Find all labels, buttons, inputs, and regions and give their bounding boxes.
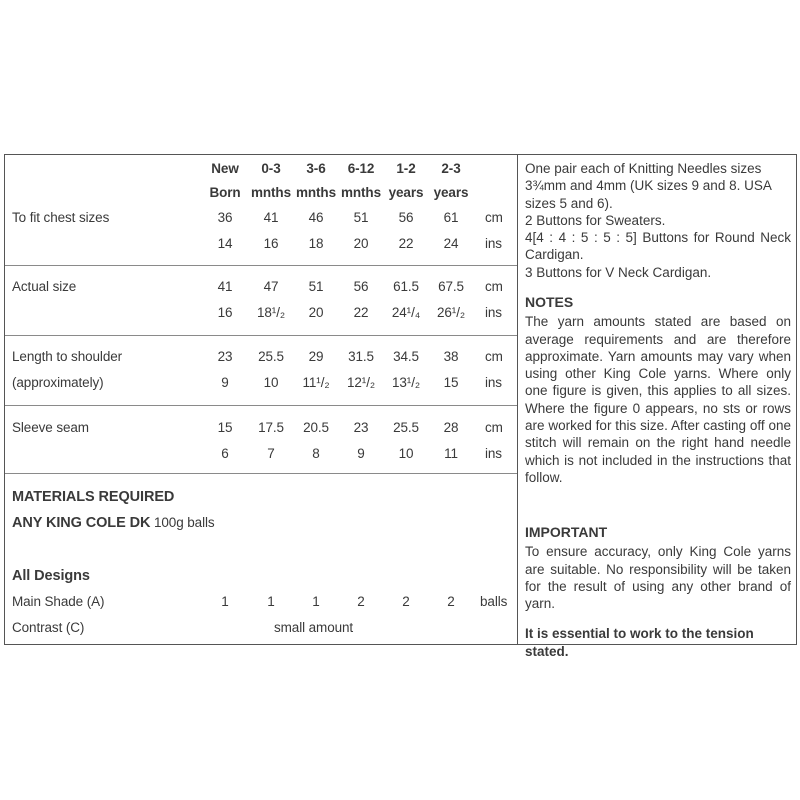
balls-value: 1 <box>267 594 275 609</box>
size-header: 0-3 <box>261 161 281 176</box>
balls-value: 1 <box>221 594 229 609</box>
size-header: 6-12 <box>347 161 375 176</box>
ins-value: 7 <box>267 446 275 461</box>
contrast-value: small amount <box>274 620 354 635</box>
ins-value: 15 <box>443 375 459 390</box>
row-label: (approximately) <box>12 375 104 390</box>
unit-ins: ins <box>485 375 502 390</box>
ins-value: 18 <box>308 236 324 251</box>
ins-value: 8 <box>312 446 320 461</box>
cm-value: 15 <box>217 420 233 435</box>
ins-value: 11 <box>444 446 458 461</box>
ins-value: 12¹/₂ <box>346 375 375 390</box>
cm-value: 34.5 <box>393 349 419 364</box>
size-header: mnths <box>340 185 381 200</box>
cm-value: 47 <box>263 279 279 294</box>
cm-value: 20.5 <box>303 420 329 435</box>
tension-note: It is essential to work to the tension stated. <box>525 626 754 659</box>
needles-text: One pair each of Knitting Needles sizes 3¾mm and 4mm (UK sizes 9 and 8. USA sizes 5 and 6). <box>525 161 772 211</box>
row-label: To fit chest sizes <box>12 210 110 225</box>
unit-cm: cm <box>485 349 503 364</box>
cm-value: 28 <box>443 420 459 435</box>
cm-value: 38 <box>443 349 459 364</box>
size-header: 2-3 <box>441 161 461 176</box>
ins-value: 10 <box>398 446 414 461</box>
ins-value: 26¹/₂ <box>436 305 465 320</box>
ins-value: 20 <box>308 305 324 320</box>
ins-value: 16 <box>263 236 279 251</box>
main-shade-label: Main Shade (A) <box>12 594 105 609</box>
balls-value: 2 <box>447 594 455 609</box>
ins-value: 14 <box>217 236 233 251</box>
size-header: 1-2 <box>396 161 416 176</box>
cm-value: 61.5 <box>393 279 419 294</box>
size-header: New <box>211 161 239 176</box>
needles-buttons-block <box>525 160 791 281</box>
ins-value: 22 <box>353 305 369 320</box>
ins-value: 9 <box>357 446 365 461</box>
balls-value: 1 <box>312 594 320 609</box>
cm-value: 56 <box>353 279 369 294</box>
separator-line <box>5 405 517 406</box>
ins-value: 11¹/₂ <box>302 375 330 390</box>
cm-value: 29 <box>308 349 324 364</box>
cm-value: 41 <box>217 279 233 294</box>
ins-value: 16 <box>217 305 233 320</box>
cm-value: 56 <box>398 210 414 225</box>
size-header: years <box>388 185 424 200</box>
unit-ins: ins <box>485 305 502 320</box>
ins-value: 13¹/₂ <box>391 375 420 390</box>
ins-value: 22 <box>398 236 414 251</box>
main-shade-unit: balls <box>480 594 508 609</box>
cm-value: 46 <box>308 210 324 225</box>
buttons-v-neck: 3 Buttons for V Neck Cardigan. <box>525 264 712 280</box>
notes-block <box>525 294 791 486</box>
separator-line <box>5 265 517 266</box>
size-header: 3-6 <box>306 161 326 176</box>
size-header: years <box>433 185 469 200</box>
column-divider <box>517 154 518 645</box>
cm-value: 25.5 <box>258 349 284 364</box>
yarn-line <box>12 515 215 531</box>
size-header: mnths <box>250 185 291 200</box>
ins-value: 24¹/₄ <box>391 305 421 320</box>
cm-value: 36 <box>217 210 233 225</box>
cm-value: 51 <box>353 210 369 225</box>
cm-value: 17.5 <box>258 420 284 435</box>
cm-value: 23 <box>217 349 233 364</box>
ins-value: 18¹/₂ <box>256 305 285 320</box>
ins-value: 10 <box>263 375 279 390</box>
cm-value: 51 <box>308 279 324 294</box>
cm-value: 23 <box>353 420 369 435</box>
unit-ins: ins <box>485 446 502 461</box>
cm-value: 31.5 <box>348 349 374 364</box>
separator-line <box>5 473 517 474</box>
cm-value: 67.5 <box>438 279 464 294</box>
materials-title: MATERIALS REQUIRED <box>12 489 175 505</box>
ins-value: 9 <box>221 375 229 390</box>
cm-value: 61 <box>443 210 459 225</box>
balls-value: 2 <box>357 594 365 609</box>
ins-value: 24 <box>443 236 459 251</box>
ins-value: 20 <box>353 236 369 251</box>
designs-title: All Designs <box>12 568 90 584</box>
row-label: Sleeve seam <box>12 420 89 435</box>
important-title: IMPORTANT <box>525 524 608 540</box>
ins-value: 6 <box>221 446 229 461</box>
unit-cm: cm <box>485 420 503 435</box>
important-block <box>525 524 791 660</box>
important-text: To ensure accuracy, only King Cole yarns are suitable. No responsibility will be taken for the result of using any other brand of yarn. <box>525 544 791 612</box>
separator-line <box>5 335 517 336</box>
buttons-sweaters: 2 Buttons for Sweaters. <box>525 212 666 228</box>
unit-cm: cm <box>485 279 503 294</box>
row-label: Actual size <box>12 279 77 294</box>
yarn-weight: 100g balls <box>153 515 215 530</box>
size-header: Born <box>209 185 241 200</box>
row-label: Length to shoulder <box>12 349 123 364</box>
buttons-round-neck: 4[4 : 4 : 5 : 5 : 5] Buttons for Round Neck Cardigan. <box>525 230 791 263</box>
unit-cm: cm <box>485 210 503 225</box>
yarn-name: ANY KING COLE DK <box>12 515 151 531</box>
cm-value: 41 <box>263 210 279 225</box>
size-header: mnths <box>295 185 336 200</box>
notes-text: The yarn amounts stated are based on average requirements and are therefore approximate. Yarn amounts may vary when using other King Cole yarns. Where only one figure is given, this applies to all sizes. Where the figure 0 appears, no sts or rows are worked for this size. After casting off one stitch will remain on the right hand needle which is not included in the instructions that follow. <box>525 314 791 485</box>
notes-title: NOTES <box>525 294 574 310</box>
contrast-label: Contrast (C) <box>12 620 85 635</box>
balls-value: 2 <box>402 594 410 609</box>
unit-ins: ins <box>485 236 502 251</box>
cm-value: 25.5 <box>393 420 419 435</box>
